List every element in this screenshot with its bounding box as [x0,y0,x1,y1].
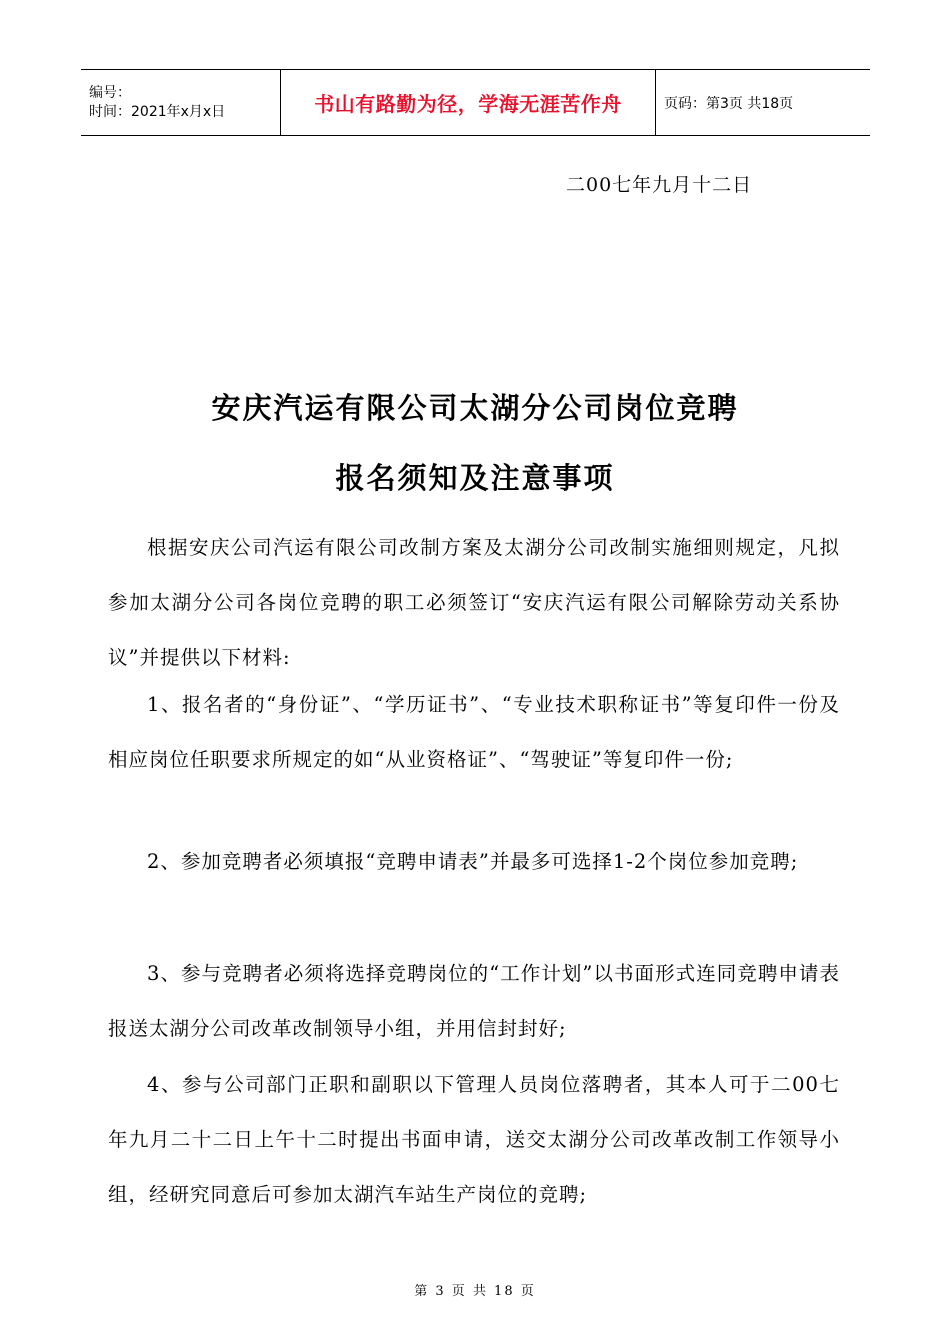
paragraph-intro: 根据安庆公司汽运有限公司改制方案及太湖分公司改制实施细则规定，凡拟参加太湖分公司各岗位竞聘的职工必须签订“安庆汽运有限公司解除劳动关系协议”并提供以下材料: [108,536,840,669]
paragraph-item-2: 2、参加竞聘者必须填报“竞聘申请表”并最多可选择1-2个岗位参加竞聘; [147,850,799,873]
paragraph-item-4: 4、参与公司部门正职和副职以下管理人员岗位落聘者，其本人可于二00七年九月二十二日上午十二时提出书面申请，送交太湖分公司改革改制工作领导小组，经研究同意后可参加太湖汽车站生产岗位的竞聘; [108,1073,840,1206]
page-footer: 第 3 页 共 18 页 [414,1284,536,1299]
paragraph-item-1: 1、报名者的“身份证”、“学历证书”、“专业技术职称证书”等复印件一份及相应岗位任职要求所规定的如“从业资格证”、“驾驶证”等复印件一份; [108,693,840,771]
page-info: 页码：第3页 共18页 [664,95,794,112]
document-title-line-2: 报名须知及注意事项 [335,461,615,495]
motto-text: 书山有路勤为径，学海无涯苦作舟 [314,92,622,116]
document-title-line-1: 安庆汽运有限公司太湖分公司岗位竞聘 [211,391,739,425]
document-date: 二00七年九月十二日 [566,174,753,196]
paragraph-item-3: 3、参与竞聘者必须将选择竞聘岗位的“工作计划”以书面形式连同竞聘申请表报送太湖分公司改革改制领导小组，并用信封封好; [108,962,840,1040]
time-label: 时间：2021年x月x日 [89,103,226,120]
header-table [81,69,870,136]
header-motto-cell [281,70,656,135]
header-meta-cell [81,70,281,135]
header-page-cell [656,70,870,135]
number-label: 编号： [89,84,131,101]
